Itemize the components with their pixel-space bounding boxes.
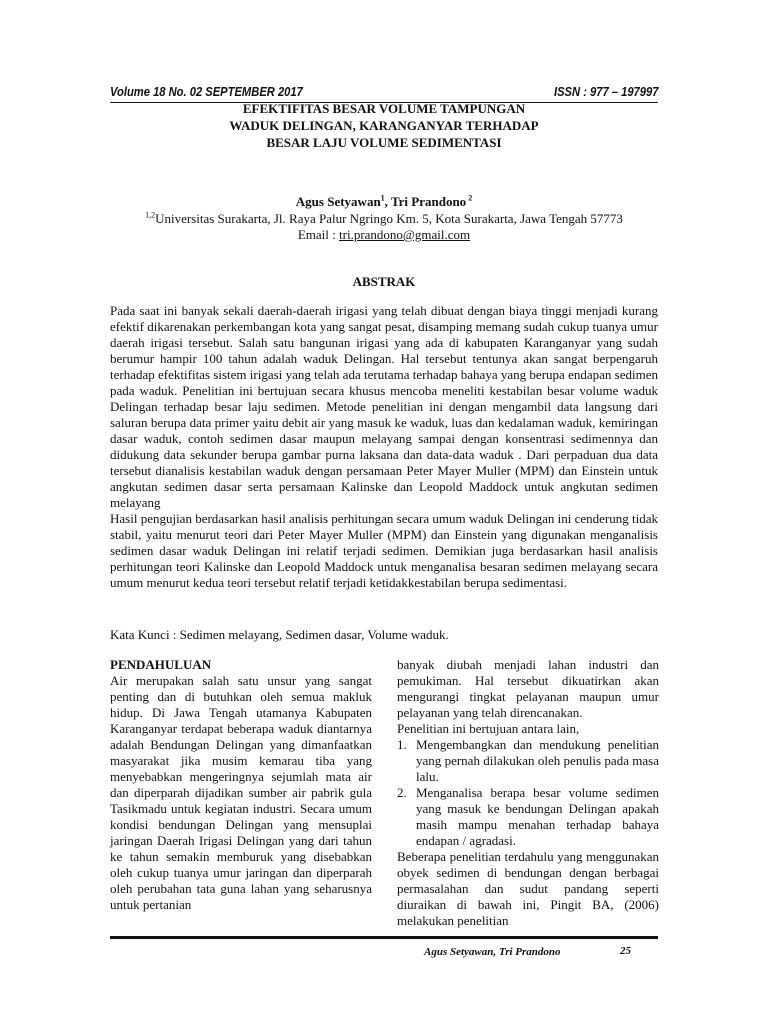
footer-rule bbox=[110, 936, 658, 939]
intro-paragraph-right-3: Beberapa penelitian terdahulu yang menggunakan obyek sedimen di bendungan dengan berbagai permasalahan dan sudut pandang seperti diuraikan di bawah ini, Pingit BA, (2006) melakukan penelitian bbox=[397, 849, 659, 928]
section-heading-pendahuluan: PENDAHULUAN bbox=[110, 657, 212, 672]
author-1-affiliation-mark: 1 bbox=[380, 193, 385, 203]
keywords: Kata Kunci : Sedimen melayang, Sedimen dasar, Volume waduk. bbox=[110, 627, 449, 642]
abstract-paragraph-2: Hasil pengujian berdasarkan hasil analisis perhitungan secara umum waduk Delingan ini cenderung tidak stabil, yaitu menurut teori dari Peter Mayer Muller (MPM) dan Einstein yang digunakan menganalisis sedimen dasar waduk Delingan ini relatif terjadi sedimen. Demikian juga berdasarkan hasil analisis perhitungan teori Kalinske dan Leopold Maddock untuk menganalisa besaran sedimen melayang secara umum menurut kedua teori tersebut relatif terjadi ketidakkestabilan berupa sedimentasi. bbox=[110, 511, 658, 590]
intro-paragraph-left: Air merupakan salah satu unsur yang sangat penting dan di butuhkan oleh semua makluk hidup. Di Jawa Tengah utamanya Kabupaten Karanganyar terdapat beberapa waduk diantarnya adalah Bendungan Delingan yang dimanfaatkan masyarakat jika musim kemarau tiba yang menyebabkan mengeringnya sejumlah mata air dan diperparah dijadikan sumber air pabrik gula Tasikmadu untuk kegiatan industri. Secara umum kondisi bendungan Delingan yang mensuplai jaringan Daerah Irigasi Delingan yang dari tahun ke tahun semakin memburuk yang disebabkan oleh cukup tuanya umur jaringan dan diperparah oleh perubahan tata guna lahan yang seharusnya untuk pertanian bbox=[110, 673, 372, 912]
intro-paragraph-right-1: banyak diubah menjadi lahan industri dan pemukiman. Hal tersebut dikuatirkan akan mengurangi tingkat pelayanan maupun umur pelayanan yang telah direncanakan. bbox=[397, 657, 659, 720]
affiliation-text: Universitas Surakarta, Jl. Raya Palur Ngringo Km. 5, Kota Surakarta, Jawa Tengah 57773 bbox=[155, 211, 623, 226]
right-column bbox=[397, 657, 659, 929]
list-number: 1. bbox=[397, 737, 407, 752]
affiliation-mark: 1,2 bbox=[145, 210, 156, 220]
journal-volume: Volume 18 No. 02 SEPTEMBER 2017 bbox=[110, 84, 303, 99]
list-number: 2. bbox=[397, 785, 407, 800]
list-item bbox=[397, 737, 659, 785]
left-column bbox=[110, 657, 372, 913]
abstract-paragraph-1: Pada saat ini banyak sekali daerah-daerah irigasi yang telah dibuat dengan biaya tinggi menjadi kurang efektif dikarenakan perkembangan kota yang sangat pesat, disamping memang sudah cukup tuanya umur daerah irigasi tersebut. Salah satu bangunan irigasi yang ada di kabupaten Karanganyar yang sudah berumur hampir 100 tahun adalah waduk Delingan. Hal tersebut tentunya akan sangat berpengaruh terhadap efektifitas sistem irigasi yang telah ada terutama terhadap bahaya yang berupa endapan sedimen pada waduk. Penelitian ini bertujuan secara khusus mencoba meneliti kestabilan besar volume waduk Delingan terhadap besar laju sedimen. Metode penelitian ini dengan mengambil data langsung dari saluran berupa data primer yaitu debit air yang masuk ke waduk, luas dan kedalaman waduk, kemiringan dasar waduk, contoh sedimen dasar maupun melayang sampai dengan konsentrasi sedimennya dan didukung data sekunder berupa gambar purna laksana dan data-data waduk . Dari perpaduan dua data tersebut dianalisis kestabilan waduk dengan persamaan Peter Mayer Muller (MPM) dan Einstein untuk angkutan sedimen dasar serta persamaan Kalinske dan Leopold Maddock untuk angkutan sedimen melayang bbox=[110, 303, 658, 510]
page-number: 25 bbox=[620, 945, 631, 957]
email-link[interactable]: tri.prandono@gmail.com bbox=[339, 227, 471, 242]
intro-paragraph-right-2: Penelitian ini bertujuan antara lain, bbox=[397, 721, 580, 736]
email-label: Email : bbox=[297, 227, 340, 242]
list-text: Mengembangkan dan mendukung penelitian yang pernah dilakukan oleh penulis pada masa lalu. bbox=[416, 737, 659, 784]
paper-title bbox=[110, 100, 658, 151]
objectives-list bbox=[397, 737, 659, 849]
author-line bbox=[110, 194, 658, 210]
title-line-3: BESAR LAJU VOLUME SEDIMENTASI bbox=[266, 135, 502, 150]
author-separator: , bbox=[384, 194, 391, 209]
list-item bbox=[397, 785, 659, 849]
author-2: Tri Prandono bbox=[390, 194, 467, 209]
author-2-affiliation-mark: 2 bbox=[466, 193, 473, 203]
affiliation bbox=[110, 211, 658, 227]
abstract-heading: ABSTRAK bbox=[352, 274, 416, 289]
title-line-2: WADUK DELINGAN, KARANGANYAR TERHADAP bbox=[229, 118, 539, 133]
title-line-1: EFEKTIFITAS BESAR VOLUME TAMPUNGAN bbox=[242, 101, 526, 116]
list-text: Menganalisa berapa besar volume sedimen yang masuk ke bendungan Delingan apakah masih mampu menahan terhadap bahaya endapan / agradasi. bbox=[416, 785, 659, 848]
email-line bbox=[110, 227, 658, 243]
author-1: Agus Setyawan bbox=[295, 194, 381, 209]
journal-issn: ISSN : 977 – 197997 bbox=[553, 84, 658, 99]
abstract-body bbox=[110, 303, 658, 591]
footer-authors: Agus Setyawan, Tri Prandono bbox=[424, 946, 561, 958]
